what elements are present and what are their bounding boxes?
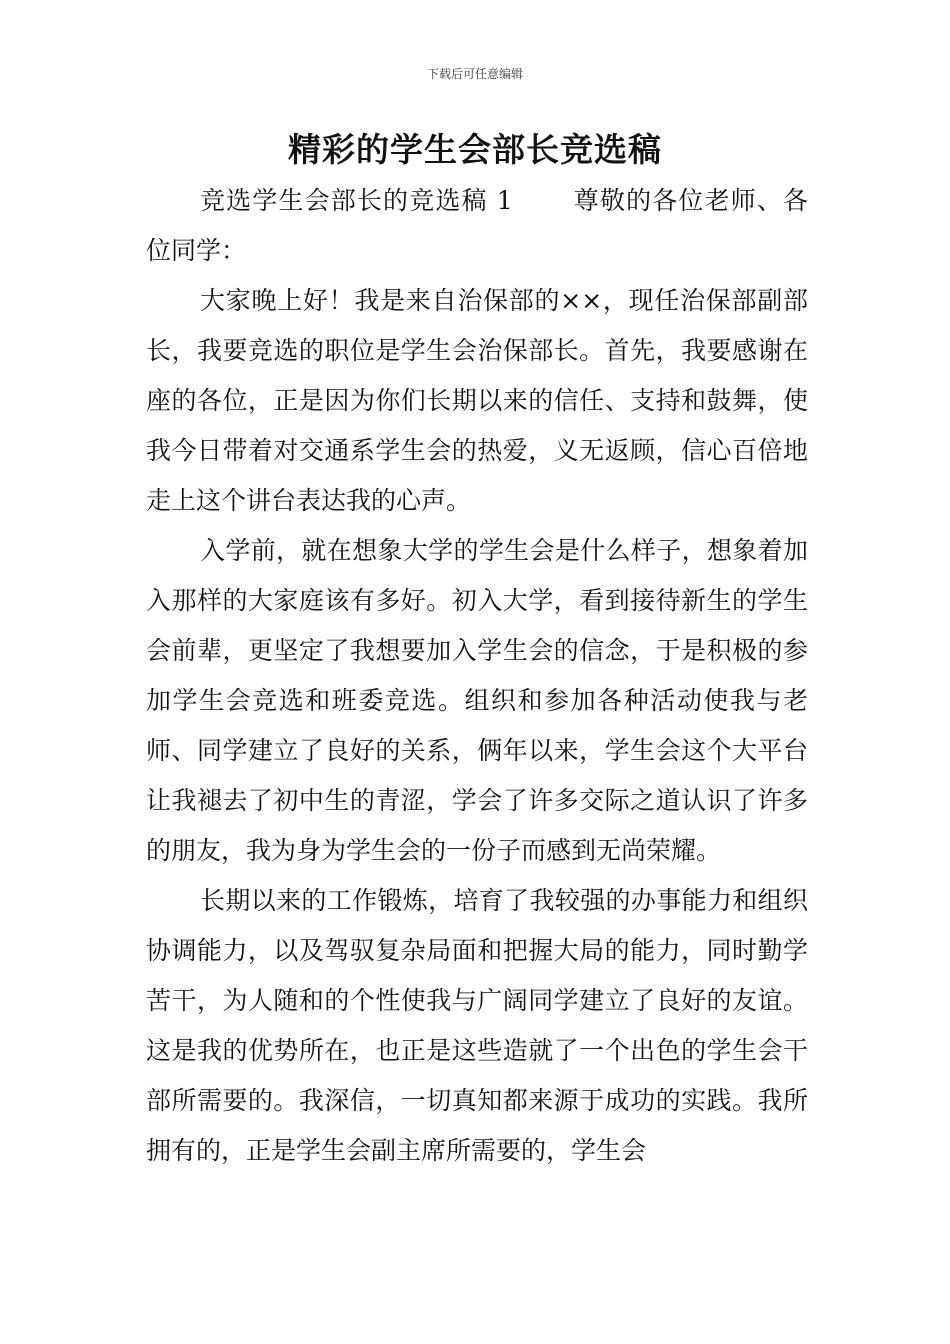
header-note: 下载后可任意编辑 [426,67,523,81]
intro-paragraph [146,176,808,276]
body-paragraph-1: 大家晚上好！我是来自治保部的××，现任治保部副部长，我要竞选的职位是学生会治保部长。首先，我要感谢在座的各位，正是因为你们长期以来的信任、支持和鼓舞，使我今日带着对交通系学生会的热爱，义无返顾，信心百倍地走上这个讲台表达我的心声。 [146,286,808,515]
intro-lead: 竞选学生会部长的竞选稿 1 [200,186,513,215]
intro-greeting: 尊敬的各位老师、各位同学： [146,186,808,265]
body-paragraph-3: 长期以来的工作锻炼，培育了我较强的办事能力和组织协调能力，以及驾驭复杂局面和把握大局的能力，同时勤学苦干，为人随和的个性使我与广阔同学建立了良好的友谊。这是我的优势所在，也正是这些造就了一个出色的学生会干部所需要的。我深信，一切真知都来源于成功的实践。我所拥有的，正是学生会副主席所需要的，学生会 [146,886,808,1165]
body-paragraph-2: 入学前，就在想象大学的学生会是什么样子，想象着加入那样的大家庭该有多好。初入大学，看到接待新生的学生会前辈，更坚定了我想要加入学生会的信念，于是积极的参加学生会竞选和班委竞选。组织和参加各种活动使我与老师、同学建立了良好的关系，俩年以来，学生会这个大平台让我褪去了初中生的青涩，学会了许多交际之道认识了许多的朋友，我为身为学生会的一份子而感到无尚荣耀。 [146,536,808,865]
document-body [146,176,808,1176]
document-title: 精彩的学生会部长竞选稿 [288,130,662,169]
